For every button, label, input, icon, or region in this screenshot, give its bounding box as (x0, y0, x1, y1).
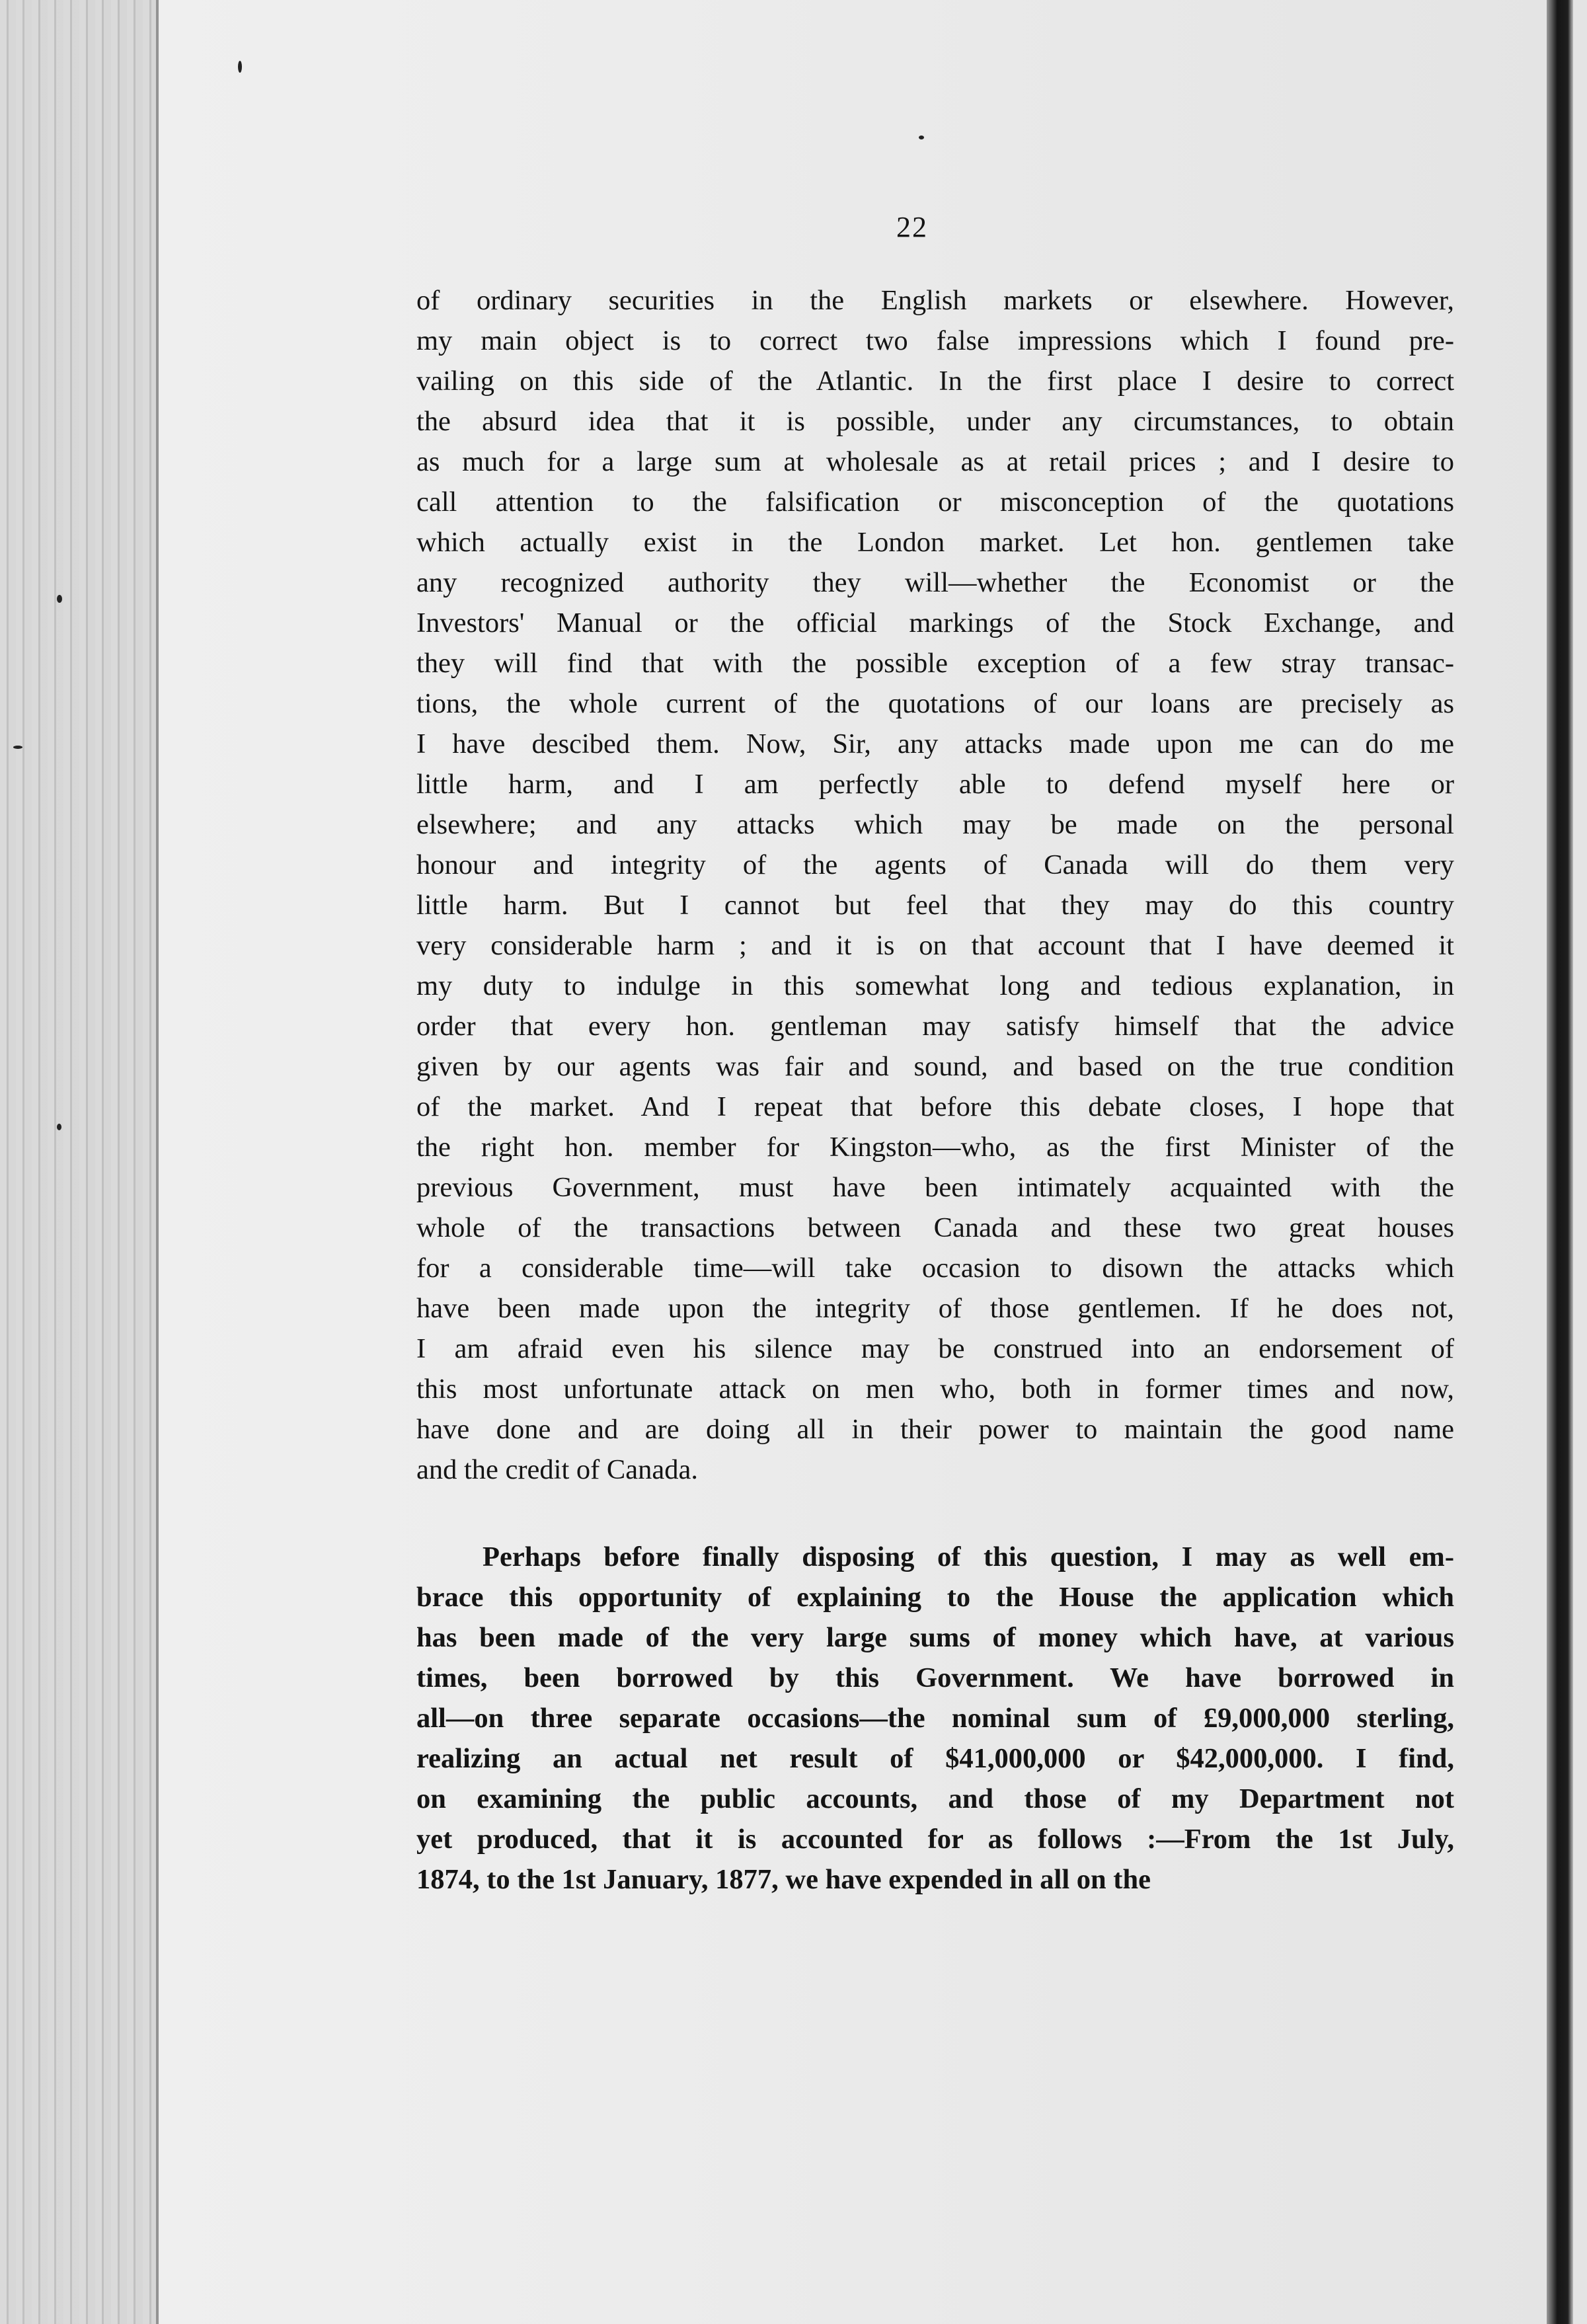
text-line: all—on three separate occasions—the nominal sum of £9,000,000 sterling, (416, 1703, 1454, 1734)
text-line: I have descibed them. Now, Sir, any attacks made upon me can do me (416, 728, 1454, 759)
text-line: of the market. And I repeat that before this debate closes, I hope that (416, 1091, 1454, 1122)
scan-speck (13, 746, 22, 749)
text-line: I am afraid even his silence may be construed into an endorsement of (416, 1333, 1454, 1364)
text-line: as much for a large sum at wholesale as at retail prices ; and I desire to (416, 446, 1454, 477)
text-line: given by our agents was fair and sound, and based on the true condition (416, 1051, 1454, 1082)
text-line: this most unfortunate attack on men who, both in former times and now, (416, 1374, 1454, 1405)
text-line: Investors' Manual or the official markings of the Stock Exchange, and (416, 607, 1454, 639)
text-line: yet produced, that it is accounted for as follows :—From the 1st July, (416, 1824, 1454, 1855)
text-line: times, been borrowed by this Government. We have borrowed in (416, 1662, 1454, 1693)
text-line: the absurd idea that it is possible, under any circumstances, to obtain (416, 406, 1454, 437)
text-line: of ordinary securities in the English markets or elsewhere. However, (416, 285, 1454, 316)
text-line: previous Government, must have been intimately acquainted with the (416, 1172, 1454, 1203)
scan-speck (57, 595, 62, 603)
text-line: Perhaps before finally disposing of this question, I may as well em- (483, 1541, 1454, 1572)
text-line: realizing an actual net result of $41,000,000 or $42,000,000. I find, (416, 1743, 1454, 1774)
text-line: tions, the whole current of the quotations of our loans are precisely as (416, 688, 1454, 719)
text-line: brace this opportunity of explaining to the House the application which (416, 1582, 1454, 1613)
text-line: have done and are doing all in their power to maintain the good name (416, 1414, 1454, 1445)
text-line: little harm, and I am perfectly able to defend myself here or (416, 769, 1454, 800)
text-line: vailing on this side of the Atlantic. In the first place I desire to correct (416, 366, 1454, 397)
book-page-edges (0, 0, 159, 2324)
paragraph-1 (416, 280, 1454, 1490)
text-line: which actually exist in the London market. Let hon. gentlemen take (416, 527, 1454, 558)
text-line: 1874, to the 1st January, 1877, we have expended in all on the (416, 1864, 1151, 1895)
text-line: whole of the transactions between Canada and these two great houses (416, 1212, 1454, 1243)
text-line: very considerable harm ; and it is on that account that I have deemed it (416, 930, 1454, 961)
text-line: they will find that with the possible exception of a few stray transac- (416, 648, 1454, 679)
text-line: the right hon. member for Kingston—who, as the first Minister of the (416, 1132, 1454, 1163)
text-line: call attention to the falsification or misconception of the quotations (416, 486, 1454, 518)
text-line: for a considerable time—will take occasion to disown the attacks which (416, 1253, 1454, 1284)
scan-speck (919, 136, 924, 139)
text-line: on examining the public accounts, and those of my Department not (416, 1783, 1454, 1814)
page-number: 22 (896, 211, 928, 243)
text-line: and the credit of Canada. (416, 1454, 698, 1485)
text-line: honour and integrity of the agents of Canada will do them very (416, 849, 1454, 880)
text-line: order that every hon. gentleman may satisfy himself that the advice (416, 1011, 1454, 1042)
text-line: has been made of the very large sums of money which have, at various (416, 1622, 1454, 1653)
text-line: my duty to indulge in this somewhat long and tedious explanation, in (416, 970, 1454, 1001)
scan-speck (238, 61, 242, 73)
text-line: have been made upon the integrity of those gentlemen. If he does not, (416, 1293, 1454, 1324)
text-line: any recognized authority they will—whether the Economist or the (416, 567, 1454, 598)
text-line: my main object is to correct two false impressions which I found pre- (416, 325, 1454, 356)
scan-speck (57, 1124, 61, 1130)
text-line: little harm. But I cannot but feel that they may do this country (416, 890, 1454, 921)
text-line: elsewhere; and any attacks which may be made on the personal (416, 809, 1454, 840)
paragraph-2 (416, 1537, 1454, 1900)
binding-shadow (1547, 0, 1573, 2324)
